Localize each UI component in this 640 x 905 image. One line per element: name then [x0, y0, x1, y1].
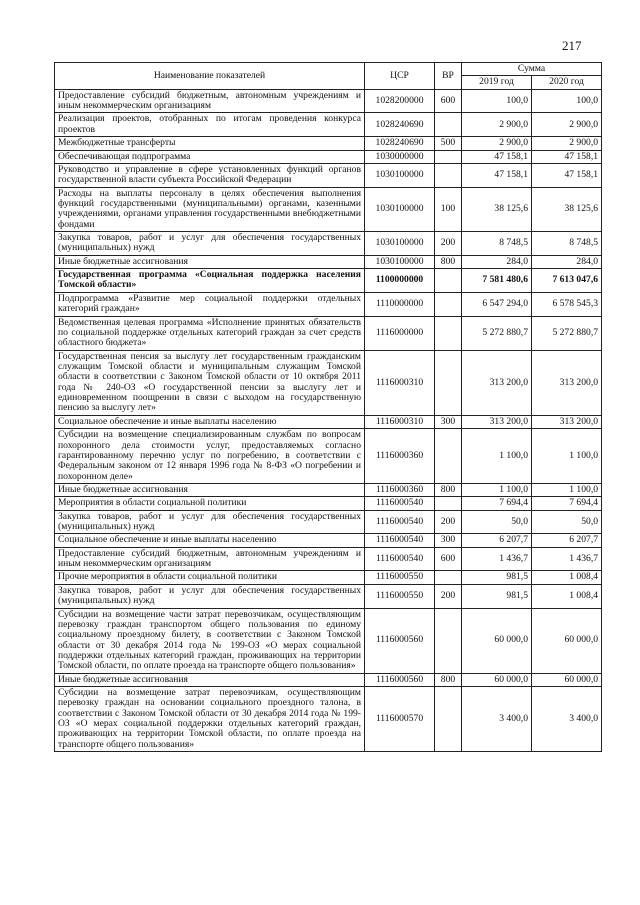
row-vr — [435, 608, 462, 673]
row-csr: 1116000540 — [365, 510, 435, 534]
row-sum-2019: 100,0 — [462, 89, 532, 113]
row-name: Руководство и управление в сфере установленных функций органов государственной власти субъекта Российской Федерации — [55, 163, 365, 187]
row-vr — [435, 497, 462, 510]
table-row — [55, 687, 602, 752]
row-name: Предоставление субсидий бюджетным, автономным учреждениям и иным некоммерческим организациям — [55, 89, 365, 113]
row-csr: 1116000540 — [365, 497, 435, 510]
row-name: Субсидии на возмещение части затрат перевозчикам, осуществляющим перевозку граждан транспортом общего пользования по единому социальному проездному билету, в соответствии с Законом Томской области от 30 декабря 2014 года № 199-ОЗ «О мерах социальной поддержки отдельных категорий граждан, проживающих на территории Томской области, по оплате проезда на транспорте общего пользования» — [55, 608, 365, 673]
table-row — [55, 316, 602, 350]
table-row — [55, 292, 602, 316]
row-csr: 1110000000 — [365, 292, 435, 316]
row-vr — [435, 687, 462, 752]
row-sum-2019: 7 581 480,6 — [462, 269, 532, 293]
row-name: Иные бюджетные ассигнования — [55, 255, 365, 268]
row-sum-2019: 47 158,1 — [462, 150, 532, 163]
table-row — [55, 547, 602, 571]
table-row — [55, 269, 602, 293]
row-vr: 300 — [435, 415, 462, 428]
row-csr: 1028200000 — [365, 89, 435, 113]
row-sum-2019: 313 200,0 — [462, 415, 532, 428]
row-name: Социальное обеспечение и иные выплаты населению — [55, 534, 365, 547]
row-sum-2019: 60 000,0 — [462, 673, 532, 686]
table-row — [55, 232, 602, 256]
row-sum-2020: 2 900,0 — [532, 113, 602, 137]
row-sum-2020: 50,0 — [532, 510, 602, 534]
page-number: 217 — [562, 38, 582, 53]
row-sum-2020: 60 000,0 — [532, 673, 602, 686]
table-row — [55, 673, 602, 686]
row-csr: 1030100000 — [365, 232, 435, 256]
row-vr — [435, 292, 462, 316]
row-name: Субсидии на возмещение специализированным службам по вопросам похоронного дела стоимости услуг, предоставляемых согласно гарантированному перечню услуг по погребению, в соответствии с Федеральным законом от 12 января 1996 года № 8-ФЗ «О погребении и похоронном деле» — [55, 429, 365, 484]
row-sum-2020: 6 578 545,3 — [532, 292, 602, 316]
row-sum-2019: 1 100,0 — [462, 483, 532, 496]
row-sum-2020: 1 100,0 — [532, 429, 602, 484]
row-csr: 1116000360 — [365, 483, 435, 496]
row-vr — [435, 150, 462, 163]
row-vr — [435, 269, 462, 293]
row-name: Ведомственная целевая программа «Исполнение принятых обязательств по социальной поддержке отдельных категорий граждан за счет средств областного бюджета» — [55, 316, 365, 350]
row-sum-2019: 313 200,0 — [462, 350, 532, 415]
table-row — [55, 150, 602, 163]
header-2019: 2019 год — [462, 76, 532, 89]
row-csr: 1116000560 — [365, 608, 435, 673]
row-sum-2020: 47 158,1 — [532, 163, 602, 187]
row-sum-2020: 1 100,0 — [532, 483, 602, 496]
row-csr: 1028240690 — [365, 113, 435, 137]
row-sum-2019: 6 207,7 — [462, 534, 532, 547]
row-vr — [435, 163, 462, 187]
header-csr: ЦСР — [365, 63, 435, 90]
row-name: Прочие мероприятия в области социальной политики — [55, 571, 365, 584]
row-sum-2020: 47 158,1 — [532, 150, 602, 163]
row-name: Закупка товаров, работ и услуг для обеспечения государственных (муниципальных) нужд — [55, 232, 365, 256]
row-name: Закупка товаров, работ и услуг для обеспечения государственных (муниципальных) нужд — [55, 510, 365, 534]
header-vr: ВР — [435, 63, 462, 90]
row-sum-2020: 38 125,6 — [532, 187, 602, 231]
row-sum-2020: 1 436,7 — [532, 547, 602, 571]
row-sum-2020: 7 613 047,6 — [532, 269, 602, 293]
row-name: Иные бюджетные ассигнования — [55, 483, 365, 496]
row-sum-2019: 6 547 294,0 — [462, 292, 532, 316]
table-row — [55, 584, 602, 608]
budget-table — [54, 62, 602, 752]
row-csr: 1116000540 — [365, 534, 435, 547]
table-row — [55, 534, 602, 547]
row-name: Государственная пенсия за выслугу лет государственным гражданским служащим Томской области и муниципальным служащим Томской области в соответствии с Законом Томской области от 10 октября 2011 года № 240-ОЗ «О государственной пенсии за выслугу лет и единовременном поощрении в связи с выходом на государственную пенсию за выслугу лет» — [55, 350, 365, 415]
row-sum-2020: 7 694,4 — [532, 497, 602, 510]
row-name: Расходы на выплаты персоналу в целях обеспечения выполнения функций государственными (муниципальными) органами, казенными учреждениями, органами управления государственными внебюджетными фондами — [55, 187, 365, 231]
row-csr: 1030100000 — [365, 187, 435, 231]
row-sum-2019: 1 100,0 — [462, 429, 532, 484]
row-sum-2019: 3 400,0 — [462, 687, 532, 752]
row-name: Подпрограмма «Развитие мер социальной поддержки отдельных категорий граждан» — [55, 292, 365, 316]
row-sum-2020: 284,0 — [532, 255, 602, 268]
row-name: Мероприятия в области социальной политики — [55, 497, 365, 510]
row-csr: 1116000550 — [365, 571, 435, 584]
table-row — [55, 608, 602, 673]
header-sum: Сумма — [462, 63, 602, 76]
row-name: Предоставление субсидий бюджетным, автономным учреждениям и иным некоммерческим организациям — [55, 547, 365, 571]
table-row — [55, 497, 602, 510]
table-row — [55, 163, 602, 187]
table-row — [55, 255, 602, 268]
table-row — [55, 113, 602, 137]
row-name: Субсидии на возмещение затрат перевозчикам, осуществляющим перевозку граждан на основании социального проездного талона, в соответствии с Законом Томской области от 30 декабря 2014 года № 199-ОЗ «О мерах социальной поддержки отдельных категорий граждан, проживающих на территории Томской области, по оплате проезда на транспорте общего пользования» — [55, 687, 365, 752]
row-sum-2020: 60 000,0 — [532, 608, 602, 673]
table-row — [55, 483, 602, 496]
row-name: Обеспечивающая подпрограмма — [55, 150, 365, 163]
row-sum-2020: 313 200,0 — [532, 350, 602, 415]
row-sum-2019: 981,5 — [462, 584, 532, 608]
row-sum-2020: 100,0 — [532, 89, 602, 113]
row-csr: 1030100000 — [365, 255, 435, 268]
row-vr: 100 — [435, 187, 462, 231]
row-sum-2020: 6 207,7 — [532, 534, 602, 547]
row-name: Государственная программа «Социальная поддержка населения Томской области» — [55, 269, 365, 293]
row-csr: 1030000000 — [365, 150, 435, 163]
row-sum-2019: 284,0 — [462, 255, 532, 268]
row-csr: 1116000550 — [365, 584, 435, 608]
row-vr: 800 — [435, 483, 462, 496]
row-vr: 600 — [435, 547, 462, 571]
row-vr — [435, 429, 462, 484]
row-sum-2019: 2 900,0 — [462, 137, 532, 150]
table-row — [55, 429, 602, 484]
row-csr: 1116000000 — [365, 316, 435, 350]
row-vr: 800 — [435, 673, 462, 686]
header-name: Наименование показателей — [55, 63, 365, 90]
row-csr: 1100000000 — [365, 269, 435, 293]
table-row — [55, 571, 602, 584]
row-name: Межбюджетные трансферты — [55, 137, 365, 150]
row-vr — [435, 350, 462, 415]
row-sum-2019: 50,0 — [462, 510, 532, 534]
row-sum-2019: 981,5 — [462, 571, 532, 584]
row-name: Реализация проектов, отобранных по итогам проведения конкурса проектов — [55, 113, 365, 137]
row-sum-2019: 7 694,4 — [462, 497, 532, 510]
row-csr: 1116000310 — [365, 350, 435, 415]
row-vr: 800 — [435, 255, 462, 268]
row-sum-2020: 313 200,0 — [532, 415, 602, 428]
row-sum-2019: 2 900,0 — [462, 113, 532, 137]
row-csr: 1028240690 — [365, 137, 435, 150]
row-vr — [435, 571, 462, 584]
row-csr: 1116000560 — [365, 673, 435, 686]
row-vr — [435, 113, 462, 137]
table-row — [55, 89, 602, 113]
row-sum-2019: 5 272 880,7 — [462, 316, 532, 350]
row-sum-2020: 2 900,0 — [532, 137, 602, 150]
header-2020: 2020 год — [532, 76, 602, 89]
row-sum-2019: 60 000,0 — [462, 608, 532, 673]
table-row — [55, 350, 602, 415]
row-sum-2020: 1 008,4 — [532, 571, 602, 584]
row-sum-2019: 8 748,5 — [462, 232, 532, 256]
row-vr: 500 — [435, 137, 462, 150]
row-csr: 1030100000 — [365, 163, 435, 187]
row-vr: 300 — [435, 534, 462, 547]
table-row — [55, 510, 602, 534]
row-csr: 1116000360 — [365, 429, 435, 484]
row-sum-2020: 5 272 880,7 — [532, 316, 602, 350]
row-sum-2020: 3 400,0 — [532, 687, 602, 752]
table-body — [55, 89, 602, 751]
row-sum-2019: 1 436,7 — [462, 547, 532, 571]
row-vr: 200 — [435, 584, 462, 608]
row-name: Социальное обеспечение и иные выплаты населению — [55, 415, 365, 428]
row-csr: 1116000570 — [365, 687, 435, 752]
table-header — [55, 63, 602, 90]
table-row — [55, 187, 602, 231]
row-sum-2019: 38 125,6 — [462, 187, 532, 231]
row-csr: 1116000310 — [365, 415, 435, 428]
table-row — [55, 137, 602, 150]
row-vr: 200 — [435, 510, 462, 534]
row-name: Закупка товаров, работ и услуг для обеспечения государственных (муниципальных) нужд — [55, 584, 365, 608]
row-sum-2020: 8 748,5 — [532, 232, 602, 256]
row-vr: 600 — [435, 89, 462, 113]
row-csr: 1116000540 — [365, 547, 435, 571]
row-sum-2019: 47 158,1 — [462, 163, 532, 187]
row-vr — [435, 316, 462, 350]
row-sum-2020: 1 008,4 — [532, 584, 602, 608]
row-vr: 200 — [435, 232, 462, 256]
table-row — [55, 415, 602, 428]
row-name: Иные бюджетные ассигнования — [55, 673, 365, 686]
